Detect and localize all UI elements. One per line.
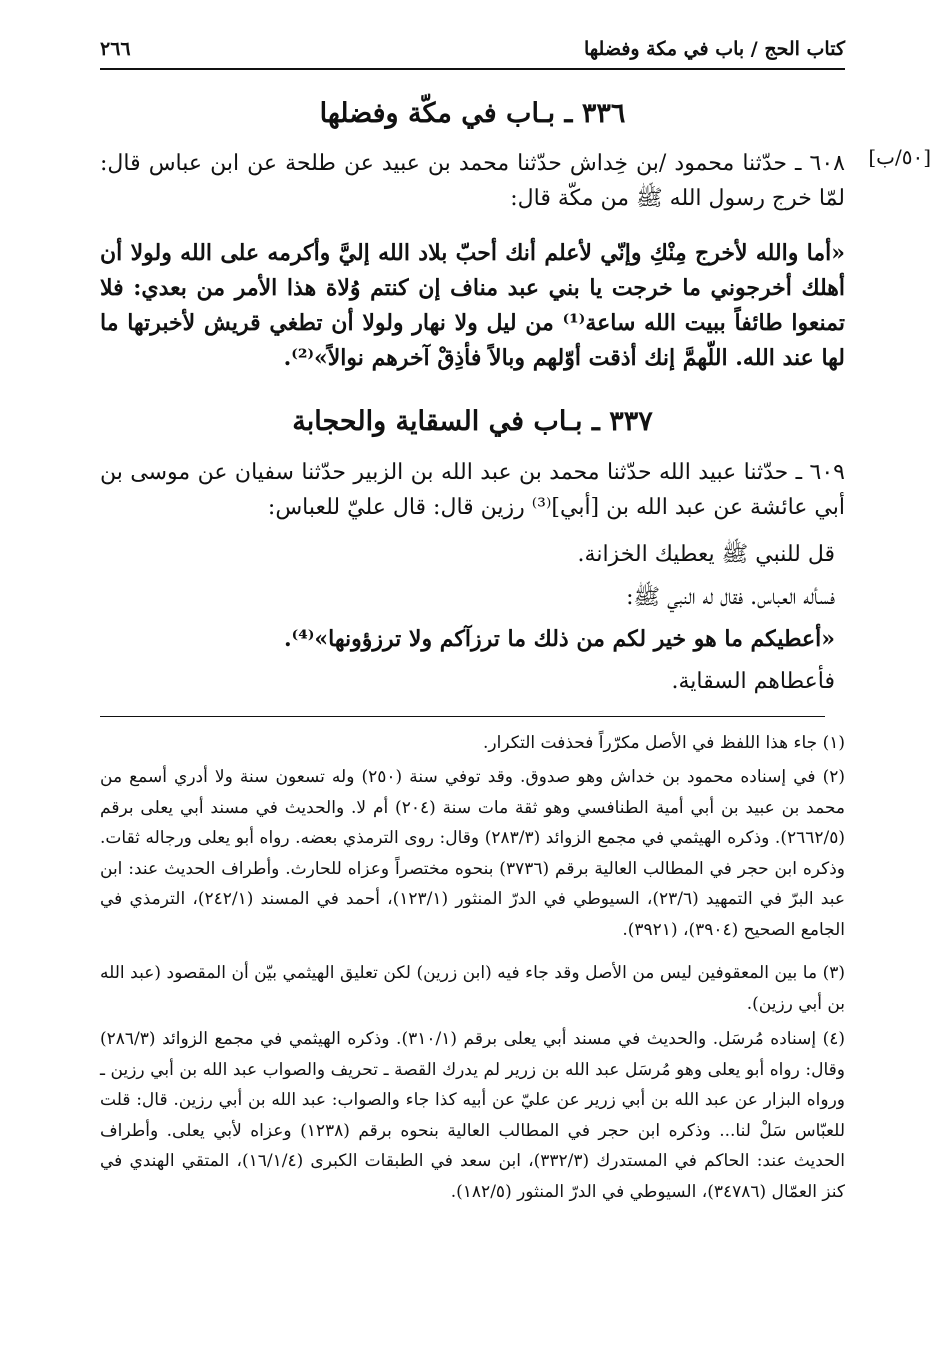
hadith-608-isnad: ٦٠٨ ـ حدّثنا محمود /بن خِداش حدّثنا محمد بن عبيد عن طلحة عن ابن عباس قال: لمّا خرج رسول الله ﷺ من مكّة قال:: [100, 151, 845, 211]
hadith-609-isnad: ٦٠٩ ـ حدّثنا عبيد الله حدّثنا محمد بن عبد الله بن الزبير حدّثنا سفيان عن موسى بن أبي عائشة عن عبد الله بن [أبي]⁽³⁾ رزين قال: قال عليّ للعباس:: [100, 460, 845, 520]
header-rule: [100, 68, 845, 70]
hadith-609-line-3: «أعطيكم ما هو خير لكم من ذلك ما ترزآكم ولا ترزؤونها»⁽⁴⁾.: [284, 626, 835, 652]
footnote-3: (٣) ما بين المعقوفين ليس من الأصل وقد جاء فيه (ابن زرين) لكن تعليق الهيثمي بيّن أن المقصود (عبد الله بن أبي رزين).: [100, 963, 845, 1014]
footnote-2: (٢) في إسناده محمود بن خداش وهو صدوق. وقد توفي سنة (٢٥٠) وله تسعون سنة ولا أدري أسمع من محمد بن عبيد بن أبي أمية الطنافسي وهو ثقة مات سنة (٢٠٤) أم لا. والحديث في مسند أبي يعلى برقم (٢٦٦٢/٥). وذكره الهيثمي في مجمع الزوائد (٢٨٣/٣) وقال: روى الترمذي بعضه. رواه أبو يعلى ورجاله ثقات. وذكره ابن حجر في المطالب العالية برقم (٣٧٣٦) بنحوه مختصراً وعزاه للحارث. وأطراف الحديث عند: ابن عبد البرّ في التمهيد (٢٣/٦)، السيوطي في الدرّ المنثور (١٢٣/١)، أحمد في المسند (٢٤٢/١)، الترمذي في الجامع الصحيح (٣٩٠٤)، (٣٩٢١).: [100, 767, 845, 940]
hadith-609-line-1: قل للنبي ﷺ يعطيك الخزانة.: [577, 542, 835, 567]
manuscript-folio-note: [٥٠/ب]: [868, 145, 931, 169]
chapter-heading-336: ٣٣٦ ـ بـاب في مكّة وفضلها: [319, 98, 626, 129]
chapter-heading-337: ٣٣٧ ـ بـاب في السقاية والحجابة: [292, 406, 653, 437]
footnote-1: (١) جاء هذا اللفظ في الأصل مكرّراً فحذفت التكرار.: [482, 733, 845, 753]
hadith-609-line-4: فأعطاهم السقاية.: [671, 669, 835, 694]
running-header: [100, 34, 845, 70]
hadith-609-line-2: فسأله العباس. فقال له النبي ﷺ:: [626, 585, 835, 610]
hadith-608-matn: «أما والله لأخرج مِنْكِ وإنّي لأعلم أنك أحبّ بلاد الله إليَّ وأكرمه على الله ولولا أن أهلك أخرجوني ما خرجت يا بني عبد مناف إن كنتم وُلاة هذا الأمر من بعدي: فلا تمنعوا طائفاً ببيت الله ساعة⁽¹⁾ من ليل ولا نهار ولولا أن تطغي قريش لأخبرتها ما لها عند الله. اللّهمَّ إنك أذقت أوّلهم وبالاً فأذِقْ آخرهم نوالاً»⁽²⁾.: [100, 240, 845, 371]
header-title: كتاب الحج / باب في مكة وفضلها: [584, 38, 845, 60]
page-number: ٢٦٦: [100, 38, 131, 60]
footnote-separator: [100, 716, 825, 717]
footnote-4: (٤) إسناده مُرسَل. والحديث في مسند أبي يعلى برقم (٣١٠/١). وذكره الهيثمي في مجمع الزوائد (٢٨٦/٣) وقال: رواه أبو يعلى وهو مُرسَل عبد الله بن زرير لم يدرك القصة ـ تحريف والصواب عبد الله بن أبي رزين ـ ورواه البزار عن عبد الله بن أبي زرير عن عليّ عن أبيه كذا جاء والصواب: عبد الله بن أبي رزين. قال: قلت للعبّاس سَلْ لنا... وذكره ابن حجر في المطالب العالية بنحوه برقم (١٢٣٨) وعزاه لأبي يعلى. وأطراف الحديث عند: الحاكم في المستدرك (٣٣٢/٣)، ابن سعد في الطبقات الكبرى (١٦/١/٤)، المتقي الهندي في كنز العمّال (٣٤٧٨٦)، السيوطي في الدرّ المنثور (١٨٢/٥).: [100, 1029, 846, 1202]
